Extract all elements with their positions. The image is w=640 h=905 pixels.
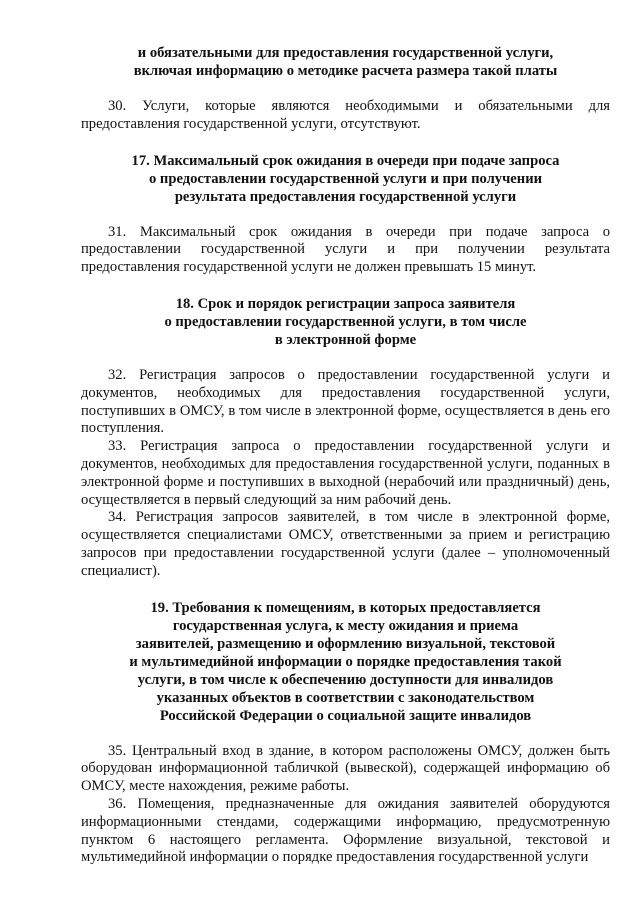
heading-line: и мультимедийной информации о порядке предоставления такой (129, 653, 562, 670)
heading-line: включая информацию о методике расчета размера такой платы (133, 63, 558, 79)
heading-line: 19. Требования к помещениям, в которых предоставляется (150, 599, 541, 616)
heading-line: 18. Срок и порядок регистрации запроса заявителя (175, 295, 516, 312)
section-heading-18 (81, 295, 610, 349)
paragraph-35: 35. Центральный вход в здание, в котором расположены ОМСУ, должен быть оборудован информационной табличкой (вывеской), содержащей информацию об ОМСУ, месте нахождения, режиме работы. (81, 742, 610, 795)
heading-line: о предоставлении государственной услуги, в том числе (164, 313, 527, 330)
section-heading-17 (81, 152, 610, 206)
paragraph-34: 34. Регистрация запросов заявителей, в том числе в электронной форме, осуществляется специалистами ОМСУ, ответственными за прием и регистрацию запросов при предоставлении государственной услуги (далее – уполномоченный специалист). (81, 509, 610, 579)
section-heading-continued (81, 44, 610, 80)
paragraph-32: 32. Регистрация запросов о предоставлении государственной услуги и документов, необходимых для предоставления государственной услуги, поступивших в ОМСУ, в том числе в электронной форме, осуществляется в день его поступления. (81, 366, 610, 437)
heading-line: и обязательными для предоставления государственной услуги, (137, 45, 554, 61)
heading-line: государственная услуга, к месту ожидания и приема (172, 617, 519, 634)
heading-line: в электронной форме (274, 331, 417, 348)
heading-line: заявителей, размещению и оформлению визуальной, текстовой (135, 635, 556, 652)
heading-line: результата предоставления государственной услуги (174, 188, 517, 205)
paragraph-31: 31. Максимальный срок ожидания в очереди при подаче запроса о предоставлении государственной услуги и при получении результата предоставления государственной услуги не должен превышать 15 минут. (81, 223, 610, 276)
heading-line: 17. Максимальный срок ожидания в очереди при подаче запроса (131, 152, 560, 169)
paragraph-33: 33. Регистрация запроса о предоставлении государственной услуги и документов, необходимых для предоставления государственной услуги, поданных в электронной форме и поступивших в выходной (нерабочий или праздничный) день, осуществляется в первый следующий за ним рабочий день. (81, 438, 610, 508)
heading-line: услуги, в том числе к обеспечению доступности для инвалидов (137, 671, 554, 688)
section-heading-19 (81, 599, 610, 725)
paragraph-30: 30. Услуги, которые являются необходимыми и обязательными для предоставления государственной услуги, отсутствуют. (81, 98, 610, 132)
heading-line: о предоставлении государственной услуги и при получении (148, 170, 543, 187)
paragraph-36: 36. Помещения, предназначенные для ожидания заявителей оборудуются информационными стендами, содержащими информацию, предусмотренную пунктом 6 настоящего регламента. Оформление визуальной, текстовой и мультимедийной информации о порядке предоставления государственной услуги (81, 795, 610, 866)
heading-line: Российской Федерации о социальной защите инвалидов (159, 707, 532, 724)
document-page (81, 44, 610, 867)
heading-line: указанных объектов в соответствии с законодательством (156, 689, 535, 706)
